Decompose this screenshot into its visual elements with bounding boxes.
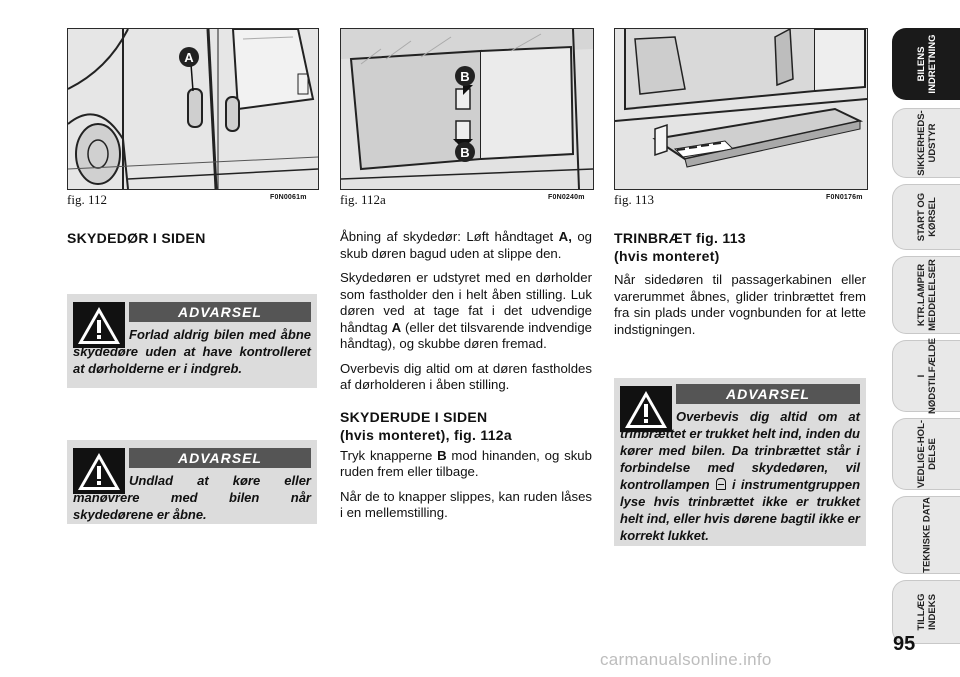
paragraph-opening: Åbning af skydedør: Løft håndtaget A, og skub døren bagud uden at slippe den. bbox=[340, 229, 592, 261]
sliding-window-illustration bbox=[341, 29, 593, 189]
tab-tekniske-data[interactable]: TEKNISKE DATA bbox=[892, 496, 960, 574]
figure-113-code: F0N0176m bbox=[826, 194, 863, 201]
van-sliding-door-illustration bbox=[68, 29, 318, 189]
tab-nodstilfaelde[interactable]: I NØDSTILFÆLDE bbox=[892, 340, 960, 412]
figure-112-code: F0N0061m bbox=[270, 194, 307, 201]
watermark: carmanualsonline.info bbox=[600, 650, 772, 669]
warning-text bbox=[73, 472, 311, 523]
warning-box-1 bbox=[67, 294, 317, 388]
running-board-illustration bbox=[615, 29, 867, 189]
figure-112a-image bbox=[340, 28, 594, 190]
middle-column-text bbox=[340, 229, 592, 530]
warning-text bbox=[73, 326, 311, 377]
figure-112-image bbox=[67, 28, 319, 190]
paragraph-intermediate: Når de to knapper slippes, kan ruden låses i en mellemstilling. bbox=[340, 488, 592, 520]
tab-sikkerhedsudstyr[interactable]: SIKKERHEDS- UDSTYR bbox=[892, 108, 960, 178]
marker-a-label: A bbox=[184, 50, 194, 65]
warning-title: ADVARSEL bbox=[129, 448, 311, 468]
paragraph-buttons: Tryk knapperne B mod hinanden, og skub ruden frem eller tilbage. bbox=[340, 447, 592, 479]
tab-vedligeholdelse[interactable]: VEDLIGE-HOL- DELSE bbox=[892, 418, 960, 490]
section-heading-sliding-window: SKYDERUDE I SIDEN (hvis monteret), fig. 112a bbox=[340, 408, 512, 443]
warning-title: ADVARSEL bbox=[676, 384, 860, 404]
figure-113-image bbox=[614, 28, 868, 190]
tab-tillaeg-indeks[interactable]: TILLÆG INDEKS bbox=[892, 580, 960, 644]
figure-112a-caption: fig. 112a bbox=[340, 192, 386, 207]
door-warning-lamp-icon bbox=[716, 478, 726, 490]
warning-text-body: Undlad at køre eller manøvrere med bilen når skydedørene er åbne. bbox=[73, 473, 311, 522]
figure-112-caption: fig. 112 bbox=[67, 192, 107, 207]
tab-ktr-lamper[interactable]: KTR.LAMPER MEDDELELSER bbox=[892, 256, 960, 334]
paragraph-check-holder: Overbevis dig altid om at døren fastholdes af dørholderen i åben stilling. bbox=[340, 360, 592, 392]
section-heading-sliding-door: SKYDEDØR I SIDEN bbox=[67, 230, 206, 246]
paragraph-running-board: Når sidedøren til passagerkabinen eller varerummet åbnes, glider trinbrættet frem fra sin plads under vognbunden for at lette indstigningen. bbox=[614, 272, 866, 337]
warning-title: ADVARSEL bbox=[129, 302, 311, 322]
marker-b-bottom-label: B bbox=[460, 145, 470, 160]
warning-text: Overbevis dig altid om at trinbrættet er trukket helt ind, inden du kører med bilen. Da trinbrættet står i forbindelse med skydedøren, vil kontrollampen i instrumentgruppen lyse hvis trinbrættet ikke er trukket helt ind, eller hvis dørene bagtil ikke er korrekt lukket. bbox=[620, 409, 861, 543]
warning-box-3 bbox=[614, 378, 866, 546]
warning-box-2 bbox=[67, 440, 317, 524]
marker-b-top-label: B bbox=[460, 69, 470, 84]
section-heading-running-board: TRINBRÆT fig. 113 (hvis monteret) bbox=[614, 230, 746, 264]
warning-text-body: Forlad aldrig bilen med åbne skydedøre uden at have kontrolleret at dørholderne er i indgreb. bbox=[73, 327, 311, 376]
paragraph-door-holder: Skydedøren er udstyret med en dørholder som fastholder den i helt åben stilling. Luk døren ved at tage fat i det udvendige håndtag A (eller det tilsvarende indvendige håndtag), og skubbe døren fremad. bbox=[340, 270, 592, 351]
figure-113-caption: fig. 113 bbox=[614, 192, 654, 207]
page-number: 95 bbox=[893, 633, 916, 655]
tab-start-og-korsel[interactable]: START OG KØRSEL bbox=[892, 184, 960, 250]
tab-bilens-indretning[interactable]: BILENS INDRETNING bbox=[892, 28, 960, 100]
figure-112a-code: F0N0240m bbox=[548, 194, 585, 201]
